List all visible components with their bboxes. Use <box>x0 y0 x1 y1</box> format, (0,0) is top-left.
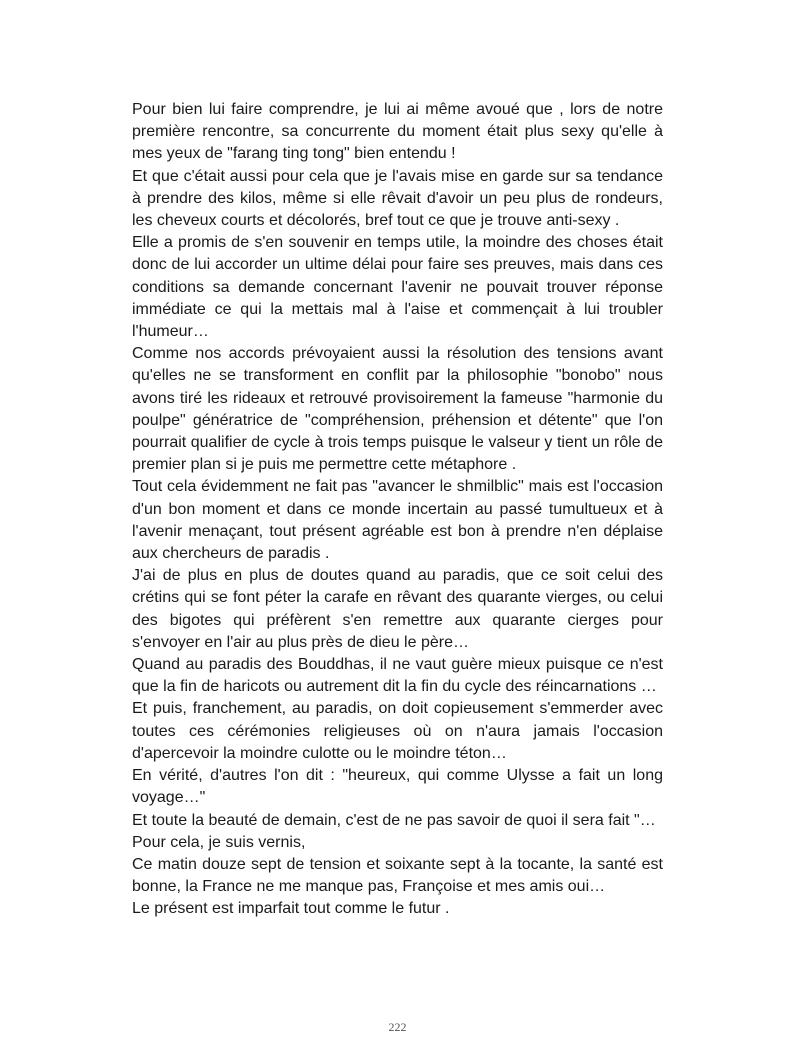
paragraph-1: Pour bien lui faire comprendre, je lui ai même avoué que , lors de notre première rencontre, sa concurrente du moment était plus sexy qu'elle à mes yeux de "farang ting tong" bien entendu ! <box>132 101 663 163</box>
paragraph-11: Pour cela, je suis vernis, <box>132 833 306 851</box>
paragraph-2: Et que c'était aussi pour cela que je l'avais mise en garde sur sa tendance à prendre des kilos, même si elle rêvait d'avoir un peu plus de rondeurs, les cheveux courts et décolorés, bref tout ce que je trouve anti-sexy . <box>132 167 663 230</box>
paragraph-7: Quand au paradis des Bouddhas, il ne vaut guère mieux puisque ce n'est que la fin de haricots ou autrement dit la fin du cycle des réincarnations … <box>132 656 663 696</box>
paragraph-10: Et toute la beauté de demain, c'est de ne pas savoir de quoi il sera fait "… <box>132 811 656 829</box>
paragraph-5: Tout cela évidemment ne fait pas "avancer le shmilblic" mais est l'occasion d'un bon moment et dans ce monde incertain au passé tumultueux et à l'avenir menaçant, tout présent agréable est bon à prendre n'en déplaise aux chercheurs de paradis . <box>132 478 663 563</box>
body-text <box>132 99 663 921</box>
page-number: 222 <box>388 1020 407 1034</box>
paragraph-3: Elle a promis de s'en souvenir en temps utile, la moindre des choses était donc de lui accorder un ultime délai pour faire ses preuves, mais dans ces conditions sa demande concernant l'avenir ne pouvait trouver réponse immédiate ce qui la mettais mal à l'aise et commençait à lui troubler l'humeur… <box>132 234 663 341</box>
paragraph-8: Et puis, franchement, au paradis, on doit copieusement s'emmerder avec toutes ces cérémonies religieuses où on n'aura jamais l'occasion d'apercevoir la moindre culotte ou le moindre téton… <box>132 700 663 762</box>
paragraph-13: Le présent est imparfait tout comme le futur . <box>132 900 450 918</box>
paragraph-9: En vérité, d'autres l'on dit : "heureux, qui comme Ulysse a fait un long voyage…" <box>132 767 663 807</box>
paragraph-6: J'ai de plus en plus de doutes quand au paradis, que ce soit celui des crétins qui se font péter la carafe en rêvant des quarante vierges, ou celui des bigotes qui préfèrent s'en remettre aux quarante cierges pour s'envoyer en l'air au plus près de dieu le père… <box>132 567 663 651</box>
paragraph-4: Comme nos accords prévoyaient aussi la résolution des tensions avant qu'elles ne se transforment en conflit par la philosophie "bonobo" nous avons tiré les rideaux et retrouvé provisoirement la fameuse "harmonie du poulpe" génératrice de "compréhension, préhension et détente" que l'on pourrait qualifier de cycle à trois temps puisque le valseur y tient un rôle de premier plan si je puis me permettre cette métaphore . <box>132 345 663 474</box>
paragraph-12: Ce matin douze sept de tension et soixante sept à la tocante, la santé est bonne, la France ne me manque pas, Françoise et mes amis oui… <box>132 855 663 896</box>
